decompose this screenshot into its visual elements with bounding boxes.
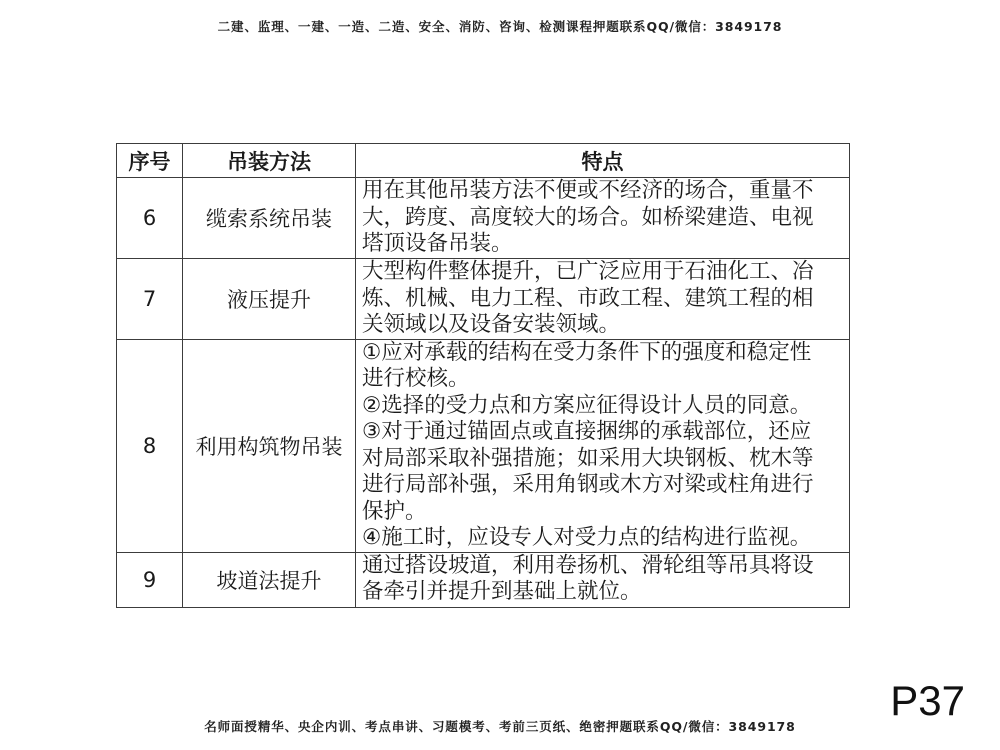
feature-line: 大，跨度、高度较大的场合。如桥梁建造、电视 bbox=[362, 204, 814, 230]
feature-line: ①应对承载的结构在受力条件下的强度和稳定性 bbox=[362, 339, 812, 365]
row-method: 液压提升 bbox=[183, 259, 356, 340]
feature-line: 塔顶设备吊装。 bbox=[362, 231, 513, 256]
row-features bbox=[356, 552, 850, 607]
table-header-row bbox=[117, 144, 850, 178]
feature-line: 通过搭设坡道，利用卷扬机、滑轮组等吊具将设 bbox=[362, 552, 814, 578]
table-row bbox=[117, 178, 850, 259]
feature-line: 对局部采取补强措施；如采用大块钢板、枕木等 bbox=[362, 445, 814, 471]
feature-line: 大型构件整体提升，已广泛应用于石油化工、冶 bbox=[362, 259, 814, 284]
header-method: 吊装方法 bbox=[183, 144, 356, 178]
row-number: 8 bbox=[117, 339, 183, 552]
feature-line: 备牵引并提升到基础上就位。 bbox=[362, 579, 642, 604]
feature-line: 进行局部补强，采用角钢或木方对梁或柱角进行 bbox=[362, 472, 814, 497]
header-features: 特点 bbox=[356, 144, 850, 178]
row-method: 坡道法提升 bbox=[183, 552, 356, 607]
header-no: 序号 bbox=[117, 144, 183, 178]
feature-line: 保护。 bbox=[362, 498, 427, 524]
page-label: P37 bbox=[890, 677, 965, 724]
feature-line: 进行校核。 bbox=[362, 366, 470, 391]
row-number: 9 bbox=[117, 552, 183, 607]
header-note: 二建、监理、一建、一造、二造、安全、消防、咨询、检测课程押题联系QQ/微信：3849178 bbox=[217, 19, 783, 34]
feature-line: ③对于通过锚固点或直接捆绑的承载部位，还应 bbox=[362, 419, 812, 444]
hoisting-methods-table bbox=[116, 143, 850, 608]
row-features bbox=[356, 259, 850, 340]
feature-line: ②选择的受力点和方案应征得设计人员的同意。 bbox=[362, 392, 812, 418]
row-features bbox=[356, 178, 850, 259]
row-features bbox=[356, 339, 850, 552]
row-number: 7 bbox=[117, 259, 183, 340]
footer-note: 名师面授精华、央企内训、考点串讲、习题模考、考前三页纸、绝密押题联系QQ/微信：3849178 bbox=[204, 719, 796, 734]
row-method: 利用构筑物吊装 bbox=[183, 339, 356, 552]
feature-line: 关领域以及设备安装领域。 bbox=[362, 312, 621, 337]
feature-line: 炼、机械、电力工程、市政工程、建筑工程的相 bbox=[362, 285, 814, 311]
table-row bbox=[117, 339, 850, 552]
feature-line: 用在其他吊装方法不便或不经济的场合，重量不 bbox=[362, 178, 814, 203]
feature-line: ④施工时，应设专人对受力点的结构进行监视。 bbox=[362, 525, 812, 550]
row-method: 缆索系统吊装 bbox=[183, 178, 356, 259]
row-number: 6 bbox=[117, 178, 183, 259]
table-row bbox=[117, 259, 850, 340]
table-row bbox=[117, 552, 850, 607]
